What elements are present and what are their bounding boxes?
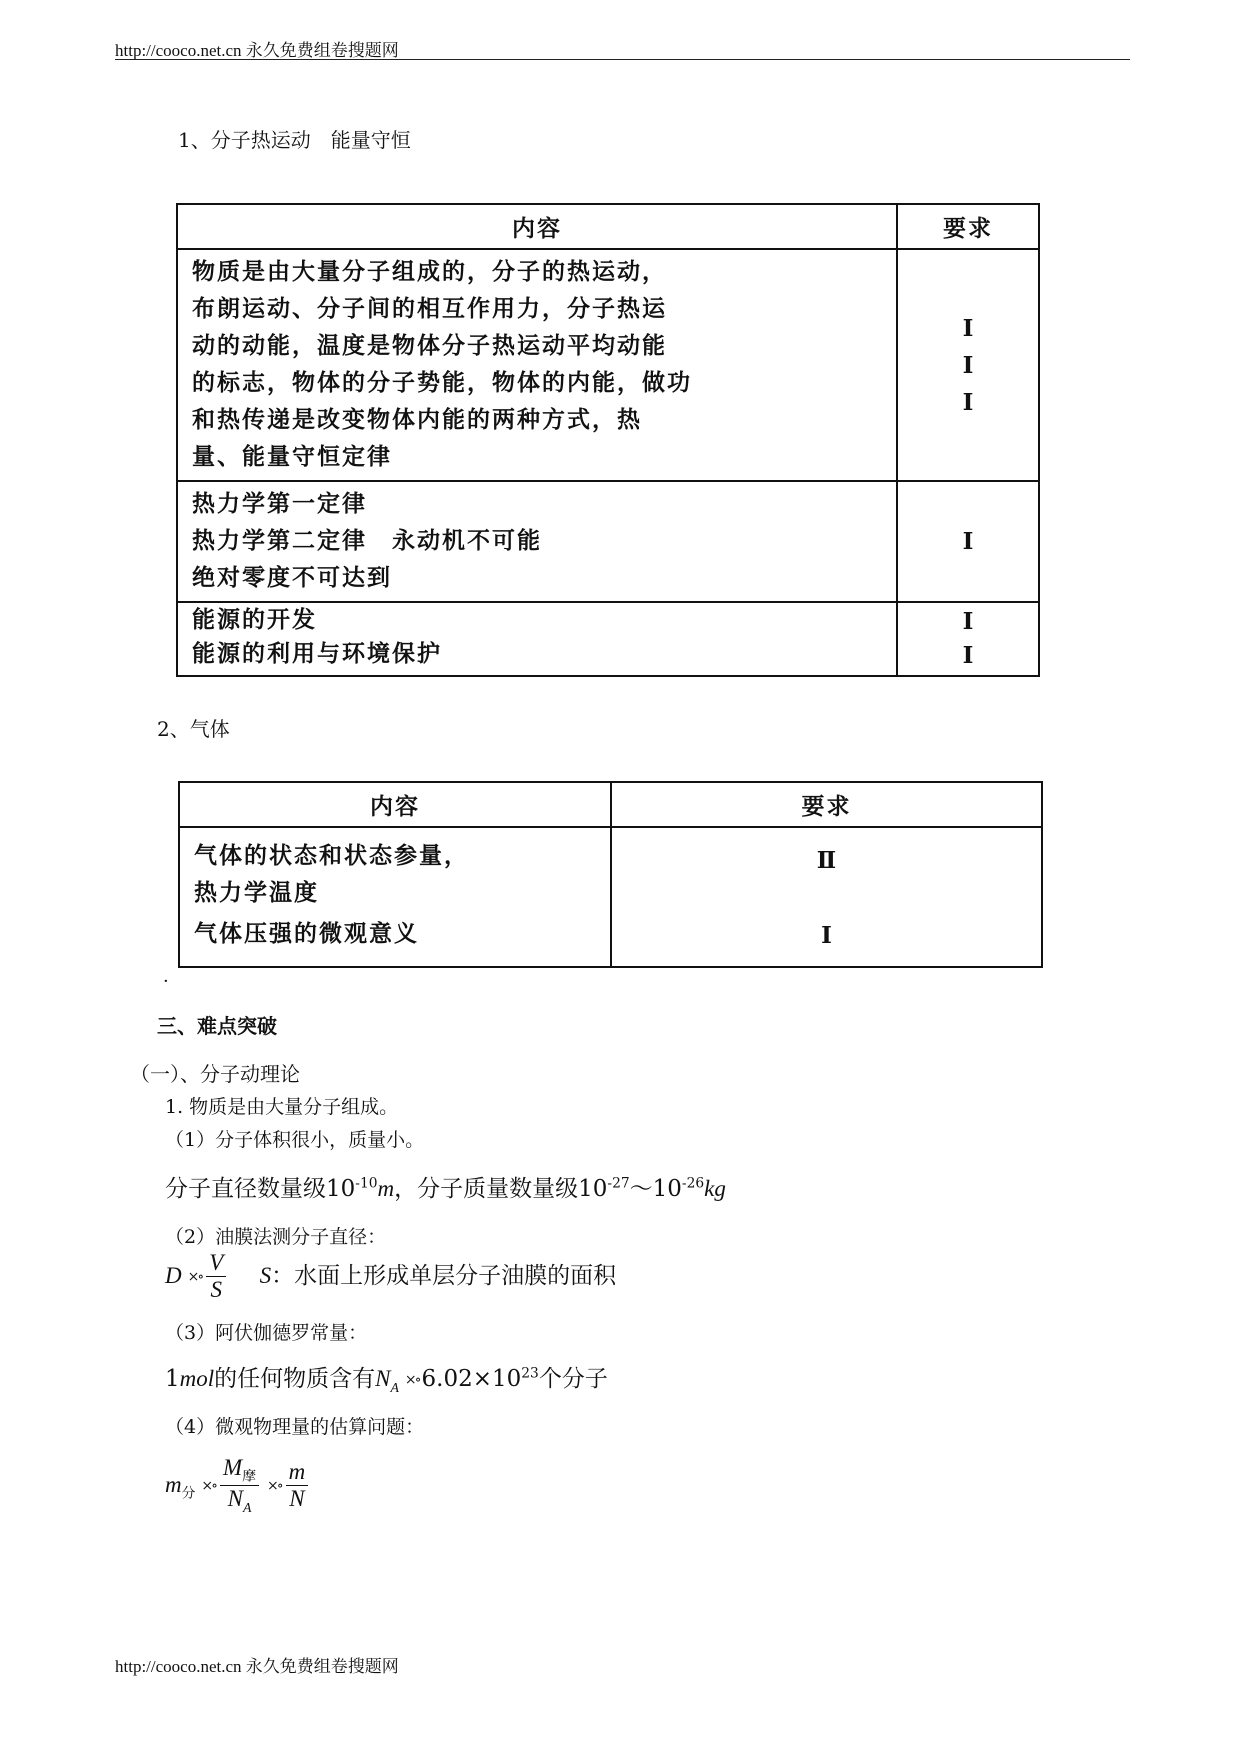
row-content: 热力学第一定律 热力学第二定律 永动机不可能 绝对零度不可达到 (192, 491, 542, 591)
row-requirement: Ⅰ (821, 922, 832, 949)
row-content: 气体压强的微观意义 (194, 921, 419, 947)
table-header-row (179, 782, 1042, 827)
section2-title: 2、气体 (157, 717, 230, 741)
header-url: http://cooco.net.cn (115, 41, 242, 60)
sub1: （1）分子体积很小，质量小。 (165, 1129, 425, 1151)
table-row (177, 249, 1039, 481)
formula-oil-film: D ×∘ $\frac{V}{S}$ S：水面上形成单层分子油膜的面积 (165, 1250, 617, 1303)
row-content: 气体的状态和状态参量， 热力学温度 (194, 843, 469, 906)
header-requirement: 要求 (897, 204, 1039, 249)
fraction: $\frac{M_摩}{N_A}$ (220, 1455, 259, 1517)
header-rule (115, 59, 1130, 60)
page-footer (115, 1652, 399, 1677)
table-row (179, 827, 1042, 967)
equals-symbol: ×∘ (187, 1268, 203, 1285)
equals-symbol: ×∘ (201, 1477, 217, 1494)
formula-avogadro: 1mol的任何物质含有$N_A$ $\times\circ 6.02\times 10^{23}$个分子 (165, 1365, 608, 1395)
section3-title: 三、难点突破 (157, 1014, 277, 1038)
header-content: 内容 (179, 782, 611, 827)
page-header (115, 36, 399, 61)
section1-title: 1、分子热运动 能量守恒 (178, 128, 411, 152)
row-requirement: Ⅱ (816, 847, 837, 874)
sub3: （3）阿伏伽德罗常量： (165, 1322, 368, 1344)
stray-dot: · (163, 971, 169, 992)
header-content: 内容 (177, 204, 897, 249)
formula-molecular-mass: $m_分$ ×∘ $\frac{M_摩}{N_A}$ ×∘ $\frac{m}{N}$ (165, 1455, 310, 1517)
row-requirement: Ⅰ Ⅰ (962, 608, 974, 669)
footer-site: 永久免费组卷搜题网 (245, 1657, 399, 1676)
table-row (177, 481, 1039, 602)
header-requirement: 要求 (611, 782, 1042, 827)
row-content: 能源的开发 能源的利用与环境保护 (192, 607, 442, 667)
sub2: （2）油膜法测分子直径： (165, 1226, 387, 1248)
table-header-row (177, 204, 1039, 249)
row-requirement: Ⅰ (962, 528, 974, 555)
fraction: $\frac{V}{S}$ (206, 1250, 226, 1304)
section2-table (178, 781, 1043, 968)
section1-table (176, 203, 1040, 677)
row-content: 物质是由大量分子组成的，分子的热运动， 布朗运动、分子间的相互作用力，分子热运 动的动能，温度是物体分子热运动平均动能 的标志，物体的分子势能，物体的内能，做功 和热传递是改变物体内能的两种方式，热 量、能量守恒定律 (192, 259, 692, 470)
equals-symbol: ×∘ (404, 1372, 420, 1388)
section3-subtitle: （一）、分子动理论 (130, 1062, 300, 1086)
equals-symbol: ×∘ (266, 1477, 282, 1494)
header-site: 永久免费组卷搜题网 (245, 41, 399, 60)
formula-magnitudes: 分子直径数量级$10^{-10}m$，分子质量数量级$10^{-27}\sim 10^{-26}kg$ (165, 1175, 726, 1202)
sub4: （4）微观物理量的估算问题： (165, 1416, 425, 1438)
fraction: $\frac{m}{N}$ (286, 1459, 309, 1513)
row-requirement: Ⅰ Ⅰ Ⅰ (962, 314, 974, 416)
item1: 1. 物质是由大量分子组成。 (165, 1096, 399, 1118)
table-row (177, 602, 1039, 676)
footer-url: http://cooco.net.cn (115, 1657, 242, 1676)
